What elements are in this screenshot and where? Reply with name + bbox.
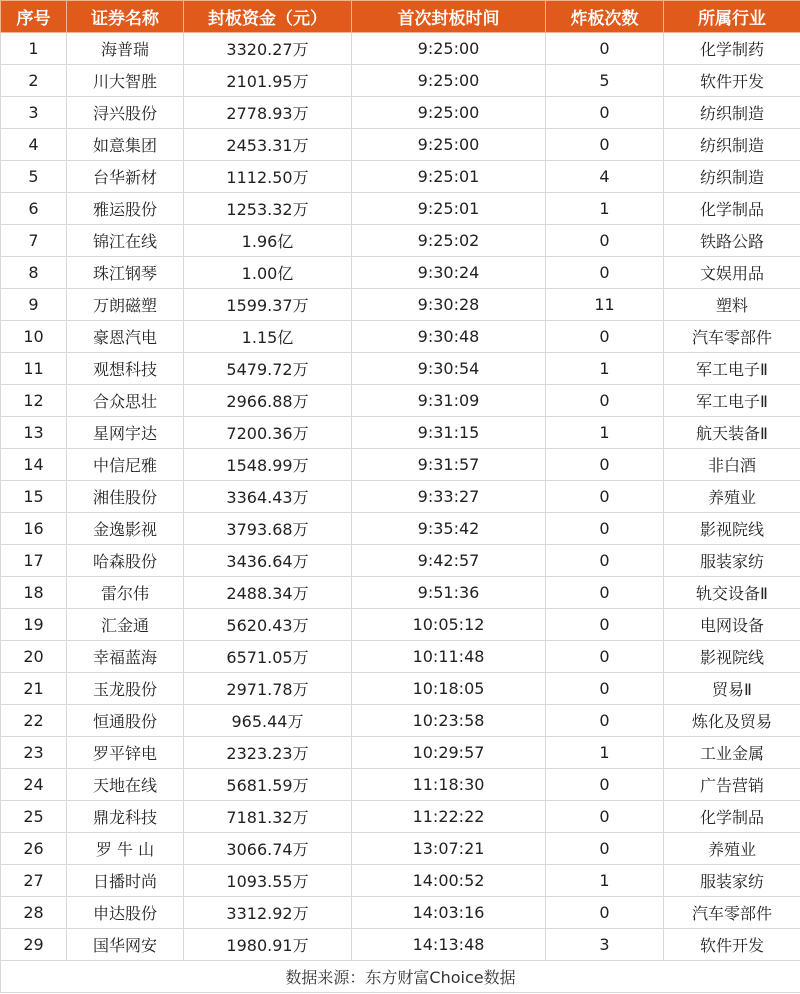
cell-industry: 汽车零部件 [664,897,800,929]
cell-index: 2 [1,65,67,97]
table-row [1,353,800,385]
cell-industry: 贸易Ⅱ [664,673,800,705]
cell-seal-funds: 3320.27万 [184,33,352,65]
cell-index: 3 [1,97,67,129]
cell-industry: 影视院线 [664,641,800,673]
table-row [1,193,800,225]
table-row [1,833,800,865]
cell-first-seal-time: 14:00:52 [352,865,546,897]
cell-first-seal-time: 9:25:01 [352,193,546,225]
cell-break-count: 1 [546,865,664,897]
cell-index: 6 [1,193,67,225]
cell-first-seal-time: 9:42:57 [352,545,546,577]
table-row [1,705,800,737]
cell-break-count: 11 [546,289,664,321]
cell-index: 27 [1,865,67,897]
cell-first-seal-time: 10:29:57 [352,737,546,769]
cell-seal-funds: 965.44万 [184,705,352,737]
cell-seal-funds: 1.96亿 [184,225,352,257]
cell-stock-name: 哈森股份 [67,545,184,577]
cell-first-seal-time: 9:33:27 [352,481,546,513]
cell-stock-name: 幸福蓝海 [67,641,184,673]
cell-break-count: 1 [546,737,664,769]
cell-seal-funds: 3312.92万 [184,897,352,929]
cell-index: 4 [1,129,67,161]
cell-industry: 化学制品 [664,193,800,225]
cell-stock-name: 浔兴股份 [67,97,184,129]
table-row [1,33,800,65]
cell-seal-funds: 5681.59万 [184,769,352,801]
cell-index: 1 [1,33,67,65]
cell-seal-funds: 3066.74万 [184,833,352,865]
cell-break-count: 0 [546,513,664,545]
cell-stock-name: 天地在线 [67,769,184,801]
col-header-industry: 所属行业 [664,1,800,33]
table-row [1,97,800,129]
cell-first-seal-time: 9:30:24 [352,257,546,289]
col-header-index: 序号 [1,1,67,33]
table-row [1,801,800,833]
table-row [1,865,800,897]
cell-first-seal-time: 14:13:48 [352,929,546,961]
cell-industry: 军工电子Ⅱ [664,385,800,417]
cell-industry: 铁路公路 [664,225,800,257]
cell-industry: 纺织制造 [664,97,800,129]
cell-stock-name: 海普瑞 [67,33,184,65]
cell-seal-funds: 7200.36万 [184,417,352,449]
cell-industry: 炼化及贸易 [664,705,800,737]
cell-break-count: 0 [546,705,664,737]
cell-index: 11 [1,353,67,385]
header-row [1,1,800,33]
cell-industry: 广告营销 [664,769,800,801]
cell-index: 23 [1,737,67,769]
cell-seal-funds: 5479.72万 [184,353,352,385]
cell-break-count: 5 [546,65,664,97]
cell-seal-funds: 1093.55万 [184,865,352,897]
cell-seal-funds: 2971.78万 [184,673,352,705]
cell-seal-funds: 2488.34万 [184,577,352,609]
cell-index: 19 [1,609,67,641]
table-row [1,417,800,449]
cell-break-count: 1 [546,417,664,449]
cell-break-count: 0 [546,225,664,257]
table-row [1,513,800,545]
cell-stock-name: 合众思壮 [67,385,184,417]
cell-break-count: 0 [546,321,664,353]
cell-break-count: 3 [546,929,664,961]
cell-seal-funds: 1112.50万 [184,161,352,193]
cell-break-count: 4 [546,161,664,193]
cell-index: 21 [1,673,67,705]
cell-seal-funds: 1980.91万 [184,929,352,961]
cell-industry: 军工电子Ⅱ [664,353,800,385]
col-header-stock-name: 证券名称 [67,1,184,33]
cell-first-seal-time: 9:30:48 [352,321,546,353]
cell-seal-funds: 2778.93万 [184,97,352,129]
col-header-seal-funds: 封板资金（元） [184,1,352,33]
cell-stock-name: 日播时尚 [67,865,184,897]
cell-first-seal-time: 10:11:48 [352,641,546,673]
cell-seal-funds: 2453.31万 [184,129,352,161]
table-row [1,641,800,673]
table-row [1,577,800,609]
cell-seal-funds: 2966.88万 [184,385,352,417]
cell-break-count: 0 [546,609,664,641]
cell-break-count: 0 [546,545,664,577]
cell-first-seal-time: 9:30:54 [352,353,546,385]
table-row [1,449,800,481]
cell-industry: 非白酒 [664,449,800,481]
cell-first-seal-time: 9:35:42 [352,513,546,545]
cell-industry: 文娱用品 [664,257,800,289]
cell-industry: 服装家纺 [664,545,800,577]
cell-index: 5 [1,161,67,193]
table-row [1,929,800,961]
cell-seal-funds: 6571.05万 [184,641,352,673]
cell-index: 12 [1,385,67,417]
cell-industry: 电网设备 [664,609,800,641]
cell-industry: 塑料 [664,289,800,321]
table-row [1,289,800,321]
cell-stock-name: 湘佳股份 [67,481,184,513]
cell-stock-name: 罗平锌电 [67,737,184,769]
cell-index: 20 [1,641,67,673]
table-row [1,65,800,97]
cell-break-count: 0 [546,673,664,705]
cell-first-seal-time: 10:18:05 [352,673,546,705]
cell-break-count: 0 [546,449,664,481]
col-header-first-seal-time: 首次封板时间 [352,1,546,33]
cell-break-count: 0 [546,385,664,417]
cell-break-count: 0 [546,641,664,673]
table-row [1,673,800,705]
cell-break-count: 0 [546,897,664,929]
cell-industry: 服装家纺 [664,865,800,897]
cell-industry: 纺织制造 [664,161,800,193]
cell-first-seal-time: 10:23:58 [352,705,546,737]
cell-first-seal-time: 9:25:00 [352,33,546,65]
cell-index: 9 [1,289,67,321]
cell-break-count: 0 [546,801,664,833]
cell-first-seal-time: 14:03:16 [352,897,546,929]
cell-index: 24 [1,769,67,801]
table-row [1,385,800,417]
cell-first-seal-time: 13:07:21 [352,833,546,865]
table-row [1,257,800,289]
table-row [1,737,800,769]
cell-seal-funds: 1599.37万 [184,289,352,321]
cell-break-count: 0 [546,257,664,289]
cell-seal-funds: 7181.32万 [184,801,352,833]
cell-industry: 影视院线 [664,513,800,545]
cell-stock-name: 金逸影视 [67,513,184,545]
cell-industry: 养殖业 [664,833,800,865]
cell-seal-funds: 1253.32万 [184,193,352,225]
cell-index: 22 [1,705,67,737]
cell-stock-name: 雅运股份 [67,193,184,225]
cell-first-seal-time: 9:25:02 [352,225,546,257]
cell-stock-name: 如意集团 [67,129,184,161]
cell-first-seal-time: 11:18:30 [352,769,546,801]
cell-industry: 航天装备Ⅱ [664,417,800,449]
cell-stock-name: 鼎龙科技 [67,801,184,833]
cell-break-count: 0 [546,833,664,865]
data-source-note: 数据来源：东方财富Choice数据 [1,961,800,993]
cell-seal-funds: 5620.43万 [184,609,352,641]
cell-stock-name: 万朗磁塑 [67,289,184,321]
cell-index: 29 [1,929,67,961]
table-row [1,481,800,513]
cell-break-count: 0 [546,481,664,513]
table-row [1,609,800,641]
cell-stock-name: 恒通股份 [67,705,184,737]
cell-first-seal-time: 9:51:36 [352,577,546,609]
table-body [1,33,800,961]
cell-index: 13 [1,417,67,449]
footer-row [1,961,800,993]
table-row [1,225,800,257]
cell-stock-name: 豪恩汽电 [67,321,184,353]
cell-index: 25 [1,801,67,833]
cell-seal-funds: 2323.23万 [184,737,352,769]
table-row [1,161,800,193]
table-row [1,129,800,161]
cell-industry: 软件开发 [664,65,800,97]
cell-index: 18 [1,577,67,609]
cell-index: 28 [1,897,67,929]
cell-industry: 汽车零部件 [664,321,800,353]
cell-stock-name: 雷尔伟 [67,577,184,609]
cell-seal-funds: 3364.43万 [184,481,352,513]
cell-seal-funds: 1.00亿 [184,257,352,289]
cell-seal-funds: 2101.95万 [184,65,352,97]
cell-stock-name: 国华网安 [67,929,184,961]
cell-break-count: 1 [546,353,664,385]
table-row [1,769,800,801]
cell-seal-funds: 3436.64万 [184,545,352,577]
cell-stock-name: 星网宇达 [67,417,184,449]
cell-break-count: 0 [546,129,664,161]
cell-industry: 化学制品 [664,801,800,833]
cell-index: 14 [1,449,67,481]
cell-industry: 轨交设备Ⅱ [664,577,800,609]
cell-break-count: 0 [546,33,664,65]
cell-index: 8 [1,257,67,289]
cell-index: 16 [1,513,67,545]
col-header-break-count: 炸板次数 [546,1,664,33]
cell-seal-funds: 3793.68万 [184,513,352,545]
cell-index: 10 [1,321,67,353]
table-row [1,545,800,577]
cell-industry: 工业金属 [664,737,800,769]
cell-stock-name: 锦江在线 [67,225,184,257]
cell-stock-name: 台华新材 [67,161,184,193]
cell-stock-name: 汇金通 [67,609,184,641]
cell-first-seal-time: 9:31:09 [352,385,546,417]
cell-industry: 软件开发 [664,929,800,961]
cell-stock-name: 观想科技 [67,353,184,385]
cell-first-seal-time: 9:25:00 [352,129,546,161]
cell-first-seal-time: 10:05:12 [352,609,546,641]
cell-first-seal-time: 9:25:00 [352,97,546,129]
cell-first-seal-time: 9:30:28 [352,289,546,321]
cell-stock-name: 罗 牛 山 [67,833,184,865]
cell-seal-funds: 1548.99万 [184,449,352,481]
cell-stock-name: 申达股份 [67,897,184,929]
cell-first-seal-time: 11:22:22 [352,801,546,833]
cell-seal-funds: 1.15亿 [184,321,352,353]
cell-stock-name: 玉龙股份 [67,673,184,705]
cell-stock-name: 中信尼雅 [67,449,184,481]
cell-stock-name: 珠江钢琴 [67,257,184,289]
table-row [1,321,800,353]
cell-index: 15 [1,481,67,513]
cell-break-count: 1 [546,193,664,225]
cell-break-count: 0 [546,97,664,129]
cell-industry: 纺织制造 [664,129,800,161]
cell-stock-name: 川大智胜 [67,65,184,97]
cell-index: 17 [1,545,67,577]
table-row [1,897,800,929]
cell-break-count: 0 [546,769,664,801]
cell-industry: 化学制药 [664,33,800,65]
cell-first-seal-time: 9:25:00 [352,65,546,97]
cell-first-seal-time: 9:25:01 [352,161,546,193]
cell-break-count: 0 [546,577,664,609]
cell-industry: 养殖业 [664,481,800,513]
cell-first-seal-time: 9:31:57 [352,449,546,481]
cell-index: 7 [1,225,67,257]
cell-index: 26 [1,833,67,865]
cell-first-seal-time: 9:31:15 [352,417,546,449]
